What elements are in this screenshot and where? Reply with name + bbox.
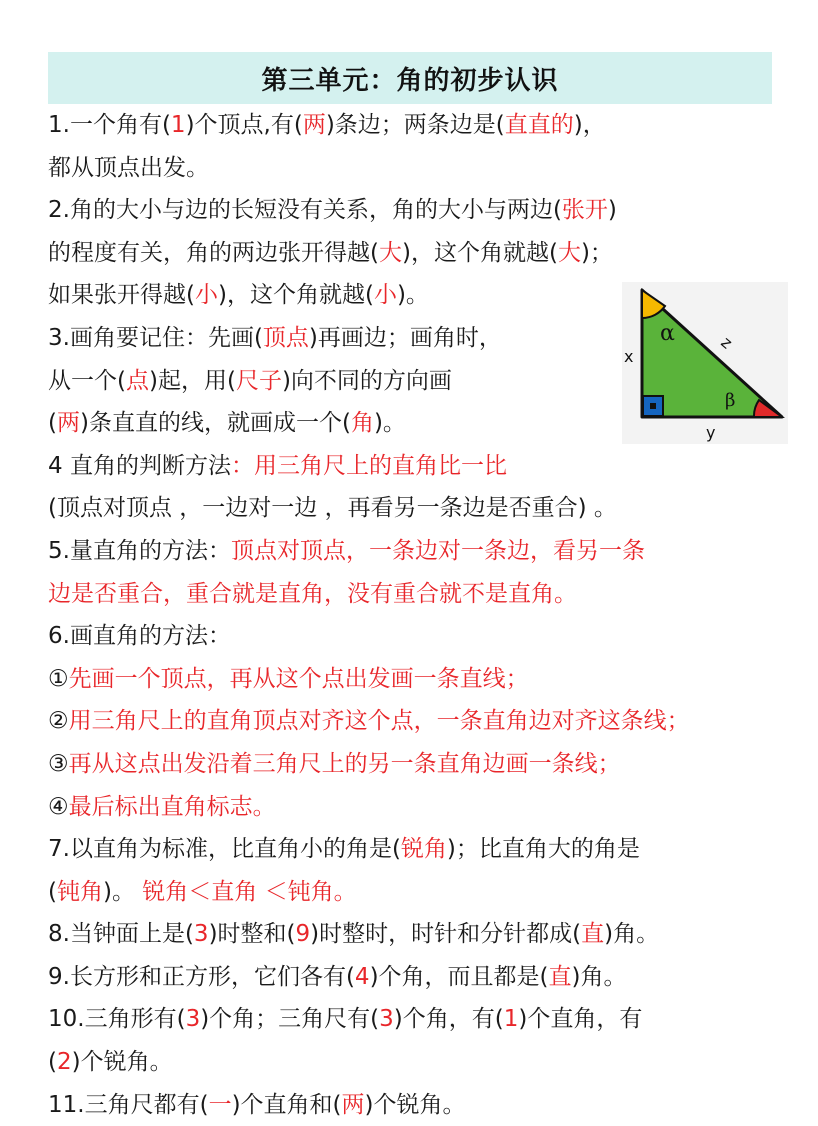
item-7-line-2: (钝角)。 锐角＜直角 ＜钝角。 bbox=[48, 878, 357, 905]
answer-blank: 角 bbox=[350, 410, 374, 437]
answer-blank: 小 bbox=[373, 282, 397, 309]
answer-blank: 1 bbox=[170, 112, 186, 138]
answer-text: 最后标出直角标志。 bbox=[68, 793, 276, 820]
item-11-line-1: 11.三角尺都有(一)个直角和(两)个锐角。 bbox=[48, 1091, 466, 1118]
answer-blank: 两 bbox=[56, 410, 80, 437]
answer-blank: 3 bbox=[185, 1006, 201, 1033]
item-6-step-4: ④最后标出直角标志。 bbox=[48, 793, 276, 820]
answer-text: ：用三角尺上的直角比一比 bbox=[230, 452, 507, 479]
item-8-line-1: 8.当钟面上是(3)时整和(9)时整时，时针和分针都成(直)角。 bbox=[48, 921, 660, 948]
answer-blank: 4 bbox=[354, 963, 370, 990]
page-title: 第三单元：角的初步认识 bbox=[261, 65, 559, 96]
item-10-line-2: (2)个锐角。 bbox=[48, 1049, 173, 1076]
item-2-line-1: 2.角的大小与边的长短没有关系，角的大小与两边(张开) bbox=[48, 197, 617, 224]
answer-blank: 直 bbox=[581, 921, 605, 948]
right-angle-dot bbox=[650, 403, 656, 409]
answer-blank: 一 bbox=[208, 1091, 232, 1118]
answer-blank: 尺子 bbox=[235, 367, 282, 394]
item-5-line-1: 5.量直角的方法：顶点对顶点，一条边对一条边，看另一条 bbox=[48, 537, 645, 564]
triangle-ruler-svg bbox=[622, 282, 788, 444]
answer-blank: 点 bbox=[125, 367, 149, 394]
label-alpha: α bbox=[660, 321, 675, 346]
answer-blank: 2 bbox=[56, 1049, 72, 1076]
item-3-line-3: (两)条直直的线，就画成一个(角)。 bbox=[48, 410, 406, 437]
answer-blank: 3 bbox=[193, 921, 209, 948]
label-z: z bbox=[717, 332, 737, 353]
item-3-line-1: 3.画角要记住：先画(顶点)再画边；画角时， bbox=[48, 324, 502, 351]
label-y: y bbox=[706, 423, 716, 442]
item-3-line-2: 从一个(点)起，用(尺子)向不同的方向画 bbox=[48, 367, 452, 394]
item-1-line-1: 1.一个角有(1)个顶点,有(两)条边；两条边是(直直的)， bbox=[48, 112, 606, 138]
label-beta: β bbox=[725, 390, 736, 411]
answer-blank: 大 bbox=[378, 239, 402, 266]
item-1-line-2: 都从顶点出发。 bbox=[48, 154, 209, 181]
answer-text: 再从这点出发沿着三角尺上的另一条直角边画一条线； bbox=[68, 750, 621, 777]
triangle-ruler-figure bbox=[622, 282, 788, 444]
label-x: x bbox=[624, 347, 634, 366]
item-10-line-1: 10.三角形有(3)个角；三角尺有(3)个角，有(1)个直角，有 bbox=[48, 1006, 643, 1033]
answer-blank: 顶点 bbox=[262, 324, 309, 351]
answer-blank: 直 bbox=[548, 963, 572, 990]
title-bar bbox=[48, 52, 772, 104]
item-5-line-2 bbox=[48, 573, 788, 616]
answer-text: 用三角尺上的直角顶点对齐这个点，一条直角边对齐这条线； bbox=[68, 708, 690, 735]
answer-text: 顶点对顶点，一条边对一条边，看另一条 bbox=[230, 537, 645, 564]
answer-blank: 小 bbox=[194, 282, 218, 309]
answer-blank: 1 bbox=[503, 1006, 519, 1033]
answer-text: 锐角＜直角 ＜钝角。 bbox=[142, 878, 357, 905]
answer-blank: 9 bbox=[295, 921, 311, 948]
answer-text: 先画一个顶点，再从这个点出发画一条直线； bbox=[68, 665, 529, 692]
item-4-line-1: 4 直角的判断方法：用三角尺上的直角比一比 bbox=[48, 452, 507, 479]
item-2-line-2: 的程度有关，角的两边张开得越(大)，这个角就越(大)； bbox=[48, 239, 613, 266]
answer-blank: 直直的 bbox=[504, 112, 574, 138]
item-6-step-3: ③再从这点出发沿着三角尺上的另一条直角边画一条线； bbox=[48, 750, 621, 777]
item-9-line-1: 9.长方形和正方形，它们各有(4)个角，而且都是(直)角。 bbox=[48, 963, 627, 990]
item-7-line-1: 7.以直角为标准，比直角小的角是(锐角)；比直角大的角是 bbox=[48, 836, 640, 863]
item-6-heading: 6.画直角的方法： bbox=[48, 623, 231, 650]
item-2-line-3: 如果张开得越(小)，这个角就越(小)。 bbox=[48, 282, 429, 309]
item-6-step-1: ①先画一个顶点，再从这个点出发画一条直线； bbox=[48, 665, 529, 692]
answer-blank: 大 bbox=[557, 239, 581, 266]
answer-blank: 锐角 bbox=[400, 836, 447, 863]
notes-content bbox=[48, 104, 788, 1126]
answer-blank: 3 bbox=[379, 1006, 394, 1033]
answer-blank: 张开 bbox=[561, 197, 608, 224]
answer-text: 边是否重合，重合就是直角，没有重合就不是直角。 bbox=[48, 580, 577, 607]
item-6-step-2: ②用三角尺上的直角顶点对齐这个点，一条直角边对齐这条线； bbox=[48, 708, 690, 735]
item-4-line-2: (顶点对顶点 ，一边对一边 ，再看另一条边是否重合) 。 bbox=[48, 495, 617, 522]
answer-blank: 钝角 bbox=[56, 878, 103, 905]
answer-blank: 两 bbox=[302, 112, 326, 138]
answer-blank: 两 bbox=[341, 1091, 365, 1118]
